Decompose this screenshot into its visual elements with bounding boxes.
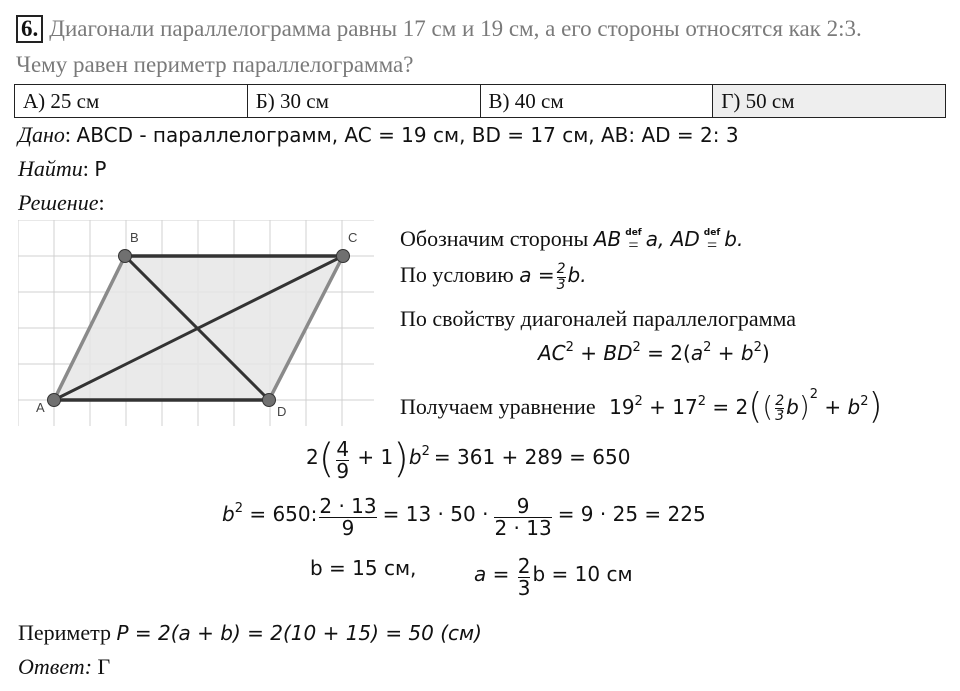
task-question bbox=[16, 14, 862, 44]
diagonal-property-formula: $AC^2 + BD^2 = 2(a^2 + b^2)$ bbox=[538, 340, 770, 365]
vertex-c-label: C bbox=[348, 230, 358, 245]
given-line: Дано: ABCD - параллелограмм, AC = 19 см, BD = 17 см, AB: AD = 2: 3 bbox=[18, 122, 739, 147]
explanation-line-3: По свойству диагоналей параллелограмма bbox=[400, 306, 797, 331]
vertex-a-point bbox=[48, 394, 61, 407]
vertex-a-label: A bbox=[36, 400, 45, 415]
answer-option-g: Г) 50 см bbox=[713, 85, 946, 118]
vertex-b-point bbox=[119, 250, 132, 263]
perimeter-expression: P = 2(a + b) = 2(10 + 15) = 50 (см) bbox=[116, 621, 482, 645]
explanation-text-2: По условию bbox=[400, 262, 514, 288]
perimeter-label: Периметр bbox=[18, 620, 111, 645]
answer-line bbox=[18, 654, 110, 680]
def-equal-sign-2: def = bbox=[703, 228, 721, 256]
explanation-text-1: Обозначим стороны bbox=[400, 226, 589, 251]
parallelogram-figure bbox=[18, 220, 374, 426]
fraction-2-3: $\frac{2}{3}$ bbox=[556, 261, 566, 293]
solution-label: Решение bbox=[18, 190, 99, 215]
find-text: P bbox=[94, 157, 107, 181]
task-line-1: Диагонали параллелограмма равны 17 см и 19 см, а его стороны относятся как 2:3. bbox=[49, 16, 862, 41]
answer-option-v: В) 40 см bbox=[480, 85, 713, 118]
def-equal-sign-1: def = bbox=[625, 228, 642, 256]
explanation-line-2: По условию a = $\frac{2}{3}$ b. bbox=[400, 261, 587, 293]
solution-line: Решение: bbox=[18, 190, 105, 215]
perimeter-line bbox=[18, 620, 482, 646]
given-text: ABCD - параллелограмм, AC = 19 см, BD = 17 см, AB: AD = 2: 3 bbox=[76, 123, 739, 147]
explanation-line-5: Получаем уравнение $19^2 + 17^2 = 2$(( $\frac{2}{3}$ $b)^2 + b^2$) bbox=[400, 386, 883, 427]
denote-ab: AB bbox=[593, 227, 622, 251]
given-label: Дано bbox=[18, 122, 65, 147]
equation-1: 2( $\frac{4}{9}$ + $1)b^2 = 361 + 289 = 650$ bbox=[306, 436, 631, 483]
answer-option-b: Б) 30 см bbox=[247, 85, 480, 118]
equation-3-b: b = 15 см, bbox=[310, 556, 417, 580]
task-number: 6. bbox=[16, 15, 43, 43]
denote-a: a, AD bbox=[645, 227, 700, 251]
vertex-d-label: D bbox=[277, 404, 287, 419]
equation-2: $b^2 = 650$: $\frac{2 \cdot 13}{9}$ = 13 · 50 · $\frac{9}{2 \cdot 13}$ = 9 · 25 = 225 bbox=[222, 494, 706, 540]
answer-options-table bbox=[14, 84, 946, 118]
equation-3-a: a = $\frac{2}{3}$ b = 10 см bbox=[474, 554, 633, 600]
answer-label: Ответ: bbox=[18, 654, 93, 679]
equation-2-mid: = 13 · 50 · bbox=[382, 502, 489, 527]
vertex-d-point bbox=[263, 394, 276, 407]
vertex-b-label: B bbox=[130, 230, 139, 245]
answer-value: Г bbox=[97, 654, 111, 679]
equation-1-rhs: = 361 + 289 = 650 bbox=[433, 445, 631, 469]
vertex-c-point bbox=[337, 250, 350, 263]
equation-3 bbox=[310, 556, 416, 580]
task-line-2: Чему равен периметр параллелограмма? bbox=[16, 52, 414, 77]
answer-option-a: А) 25 см bbox=[15, 85, 248, 118]
explanation-line-1 bbox=[400, 226, 744, 256]
explanation-text-5: Получаем уравнение bbox=[400, 394, 596, 419]
find-line: Найти: P bbox=[18, 156, 107, 181]
find-label: Найти bbox=[18, 156, 83, 181]
denote-b: b. bbox=[724, 227, 744, 251]
